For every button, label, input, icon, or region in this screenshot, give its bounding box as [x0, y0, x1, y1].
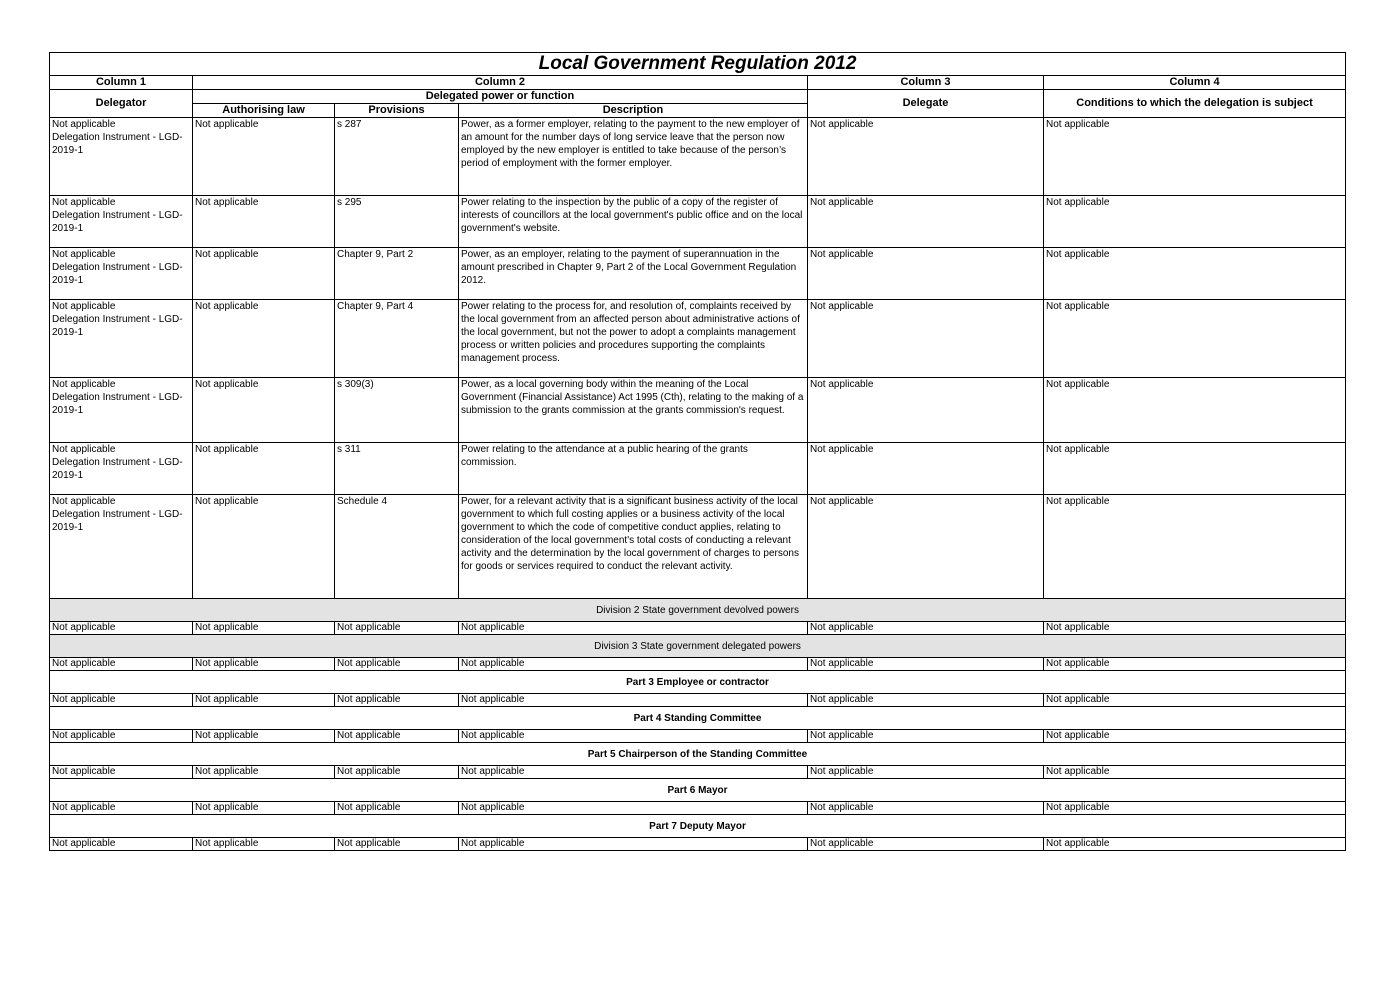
- delegator-header: Delegator: [50, 90, 193, 118]
- authorising-law-header: Authorising law: [193, 104, 335, 118]
- conditions-cell: Not applicable: [1044, 118, 1346, 196]
- table-row: [50, 300, 1346, 378]
- description-cell: Not applicable: [459, 838, 808, 851]
- description-header: Description: [459, 104, 808, 118]
- delegation-register-sheet: [49, 52, 1345, 851]
- delegator-cell: Not applicable: [50, 622, 193, 635]
- authorising-law-cell: Not applicable: [193, 838, 335, 851]
- table-row: [50, 443, 1346, 495]
- provisions-cell: s 295: [335, 196, 459, 248]
- authorising-law-cell: Not applicable: [193, 658, 335, 671]
- column-3-header: Column 3: [808, 76, 1044, 90]
- provisions-cell: s 311: [335, 443, 459, 495]
- delegator-cell: Not applicable Delegation Instrument - LGD-2019-1: [50, 118, 193, 196]
- provisions-cell: Not applicable: [335, 658, 459, 671]
- description-cell: Power relating to the process for, and resolution of, complaints received by the local government from an affected person about administrative actions of the local government, but not the power to adopt a complaints management process or written policies and procedures supporting the complaints management process.: [459, 300, 808, 378]
- authorising-law-cell: Not applicable: [193, 300, 335, 378]
- authorising-law-cell: Not applicable: [193, 730, 335, 743]
- delegated-power-header: Delegated power or function: [193, 90, 808, 104]
- authorising-law-cell: Not applicable: [193, 802, 335, 815]
- delegator-cell: Not applicable: [50, 694, 193, 707]
- column-4-header: Column 4: [1044, 76, 1346, 90]
- delegate-cell: Not applicable: [808, 118, 1044, 196]
- table-row: [50, 694, 1346, 707]
- delegate-cell: Not applicable: [808, 838, 1044, 851]
- conditions-cell: Not applicable: [1044, 622, 1346, 635]
- delegation-table: [49, 52, 1346, 851]
- delegator-cell: Not applicable Delegation Instrument - LGD-2019-1: [50, 495, 193, 599]
- column-1-header: Column 1: [50, 76, 193, 90]
- section-heading: Part 7 Deputy Mayor: [50, 815, 1346, 838]
- delegator-cell: Not applicable: [50, 658, 193, 671]
- authorising-law-cell: Not applicable: [193, 118, 335, 196]
- description-cell: Not applicable: [459, 730, 808, 743]
- authorising-law-cell: Not applicable: [193, 694, 335, 707]
- table-row: [50, 838, 1346, 851]
- delegator-cell: Not applicable: [50, 730, 193, 743]
- description-cell: Power relating to the attendance at a public hearing of the grants commission.: [459, 443, 808, 495]
- table-row: [50, 730, 1346, 743]
- conditions-cell: Not applicable: [1044, 766, 1346, 779]
- document-title: Local Government Regulation 2012: [50, 53, 1346, 76]
- description-cell: Not applicable: [459, 622, 808, 635]
- provisions-cell: Chapter 9, Part 2: [335, 248, 459, 300]
- table-row: [50, 766, 1346, 779]
- delegate-cell: Not applicable: [808, 196, 1044, 248]
- section-heading-row: [50, 707, 1346, 730]
- delegate-cell: Not applicable: [808, 658, 1044, 671]
- delegate-cell: Not applicable: [808, 694, 1044, 707]
- delegator-cell: Not applicable Delegation Instrument - LGD-2019-1: [50, 300, 193, 378]
- table-row: [50, 802, 1346, 815]
- conditions-cell: Not applicable: [1044, 802, 1346, 815]
- delegate-cell: Not applicable: [808, 378, 1044, 443]
- provisions-cell: s 309(3): [335, 378, 459, 443]
- delegator-cell: Not applicable Delegation Instrument - LGD-2019-1: [50, 196, 193, 248]
- delegate-cell: Not applicable: [808, 802, 1044, 815]
- section-heading-row: [50, 779, 1346, 802]
- conditions-cell: Not applicable: [1044, 196, 1346, 248]
- table-row: [50, 196, 1346, 248]
- delegator-cell: Not applicable: [50, 838, 193, 851]
- delegate-cell: Not applicable: [808, 495, 1044, 599]
- description-cell: Not applicable: [459, 658, 808, 671]
- table-row: [50, 495, 1346, 599]
- authorising-law-cell: Not applicable: [193, 622, 335, 635]
- section-heading: Division 3 State government delegated powers: [50, 635, 1346, 658]
- provisions-cell: Schedule 4: [335, 495, 459, 599]
- delegate-cell: Not applicable: [808, 622, 1044, 635]
- conditions-cell: Not applicable: [1044, 658, 1346, 671]
- section-heading-row: [50, 743, 1346, 766]
- conditions-cell: Not applicable: [1044, 248, 1346, 300]
- delegator-cell: Not applicable: [50, 766, 193, 779]
- provisions-cell: s 287: [335, 118, 459, 196]
- authorising-law-cell: Not applicable: [193, 378, 335, 443]
- table-row: [50, 248, 1346, 300]
- delegator-cell: Not applicable: [50, 802, 193, 815]
- conditions-cell: Not applicable: [1044, 443, 1346, 495]
- conditions-cell: Not applicable: [1044, 378, 1346, 443]
- conditions-cell: Not applicable: [1044, 300, 1346, 378]
- delegator-cell: Not applicable Delegation Instrument - LGD-2019-1: [50, 443, 193, 495]
- section-heading: Part 3 Employee or contractor: [50, 671, 1346, 694]
- delegate-cell: Not applicable: [808, 766, 1044, 779]
- provisions-cell: Not applicable: [335, 622, 459, 635]
- authorising-law-cell: Not applicable: [193, 495, 335, 599]
- provisions-cell: Not applicable: [335, 694, 459, 707]
- section-heading-row: [50, 635, 1346, 658]
- conditions-cell: Not applicable: [1044, 694, 1346, 707]
- description-cell: Not applicable: [459, 802, 808, 815]
- description-cell: Power relating to the inspection by the public of a copy of the register of interests of councillors at the local government's public office and on the local government's website.: [459, 196, 808, 248]
- section-heading: Division 2 State government devolved powers: [50, 599, 1346, 622]
- section-heading: Part 4 Standing Committee: [50, 707, 1346, 730]
- section-heading: Part 6 Mayor: [50, 779, 1346, 802]
- provisions-cell: Not applicable: [335, 802, 459, 815]
- description-cell: Power, as a former employer, relating to the payment to the new employer of an amount for the number days of long service leave that the person now employed by the new employer is entitled to take because of the person’s period of employment with the former employer.: [459, 118, 808, 196]
- description-cell: Power, as an employer, relating to the payment of superannuation in the amount prescribed in Chapter 9, Part 2 of the Local Government Regulation 2012.: [459, 248, 808, 300]
- description-cell: Power, as a local governing body within the meaning of the Local Government (Financial Assistance) Act 1995 (Cth), relating to the making of a submission to the grants commission at the grants commission's request.: [459, 378, 808, 443]
- provisions-cell: Not applicable: [335, 730, 459, 743]
- conditions-cell: Not applicable: [1044, 495, 1346, 599]
- table-row: [50, 622, 1346, 635]
- table-row: [50, 118, 1346, 196]
- delegator-cell: Not applicable Delegation Instrument - LGD-2019-1: [50, 378, 193, 443]
- conditions-header: Conditions to which the delegation is subject: [1044, 90, 1346, 118]
- authorising-law-cell: Not applicable: [193, 196, 335, 248]
- delegate-cell: Not applicable: [808, 730, 1044, 743]
- delegate-cell: Not applicable: [808, 443, 1044, 495]
- provisions-header: Provisions: [335, 104, 459, 118]
- delegate-cell: Not applicable: [808, 248, 1044, 300]
- column-2-header: Column 2: [193, 76, 808, 90]
- delegator-cell: Not applicable Delegation Instrument - LGD-2019-1: [50, 248, 193, 300]
- conditions-cell: Not applicable: [1044, 838, 1346, 851]
- section-heading-row: [50, 671, 1346, 694]
- authorising-law-cell: Not applicable: [193, 443, 335, 495]
- table-row: [50, 658, 1346, 671]
- provisions-cell: Not applicable: [335, 766, 459, 779]
- section-heading-row: [50, 815, 1346, 838]
- description-cell: Not applicable: [459, 766, 808, 779]
- provisions-cell: Not applicable: [335, 838, 459, 851]
- delegate-cell: Not applicable: [808, 300, 1044, 378]
- section-heading-row: [50, 599, 1346, 622]
- delegate-header: Delegate: [808, 90, 1044, 118]
- authorising-law-cell: Not applicable: [193, 248, 335, 300]
- table-row: [50, 378, 1346, 443]
- description-cell: Power, for a relevant activity that is a significant business activity of the local government to which full costing applies or a business activity of the local government to which the code of competitive conduct applies, relating to consideration of the local government's total costs of conducting a relevant activity and the determination by the local government of charges to persons for goods or services required to conduct the relevant activity.: [459, 495, 808, 599]
- provisions-cell: Chapter 9, Part 4: [335, 300, 459, 378]
- conditions-cell: Not applicable: [1044, 730, 1346, 743]
- section-heading: Part 5 Chairperson of the Standing Committee: [50, 743, 1346, 766]
- description-cell: Not applicable: [459, 694, 808, 707]
- authorising-law-cell: Not applicable: [193, 766, 335, 779]
